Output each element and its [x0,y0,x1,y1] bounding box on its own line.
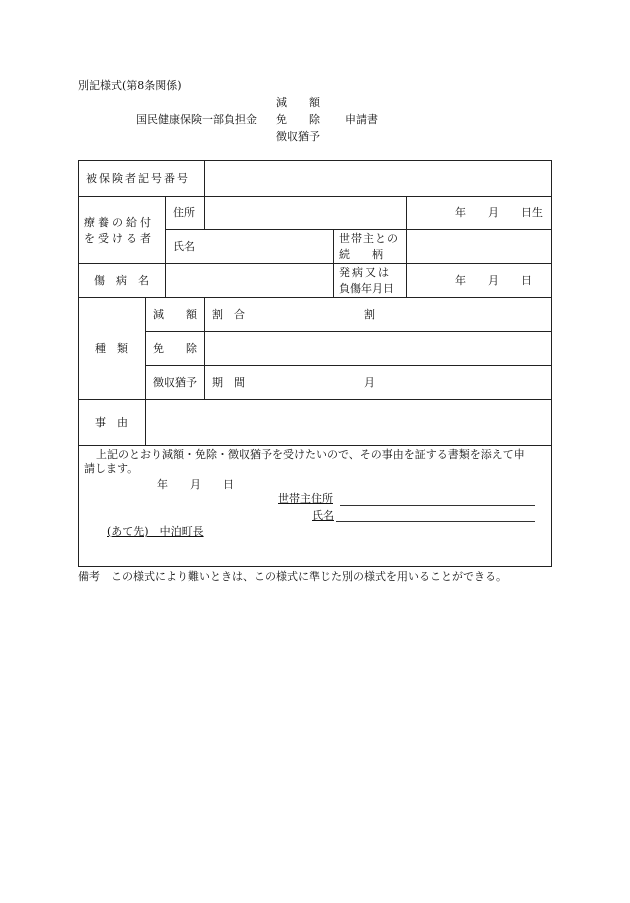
relation-label-line1: 世帯主との [339,232,399,245]
reduction-rate-label: 割 合 [212,308,245,321]
application-date[interactable]: 年 月 日 [157,478,234,491]
applicant-name-line[interactable] [336,521,535,522]
form-label: 別記様式(第8条関係) [78,79,182,92]
title-option-exemption: 免 除 [276,113,320,126]
disease-label: 傷 病 名 [94,274,149,287]
reason-label: 事 由 [95,416,128,429]
reason-field[interactable] [150,404,546,440]
exemption-field[interactable] [212,342,546,356]
addressee: (あて先) 中泊町長 [107,525,204,538]
householder-address-line[interactable] [340,505,535,506]
recipient-label-line2: を受ける者 [84,232,154,245]
title-option-postponement: 徴収猶予 [276,130,320,143]
onset-label-line2: 負傷年月日 [339,282,394,295]
reduction-label: 減 額 [153,308,197,321]
name-field[interactable] [207,240,329,254]
declaration-line1: 上記のとおり減額・免除・徴収猶予を受けたいので、その事由を証する書類を添えて申 [96,448,525,461]
applicant-name-label: 氏名 [312,509,334,522]
householder-address-label: 世帯主住所 [278,492,333,505]
recipient-label-line1: 療養の給付 [84,216,154,229]
reduction-rate-unit[interactable]: 割 [364,308,375,321]
address-label: 住所 [173,206,195,219]
name-label: 氏名 [173,240,195,253]
postponement-period-unit[interactable]: 月 [364,376,375,389]
declaration-line2: 請します。 [84,462,139,475]
relation-label-line2: 続 柄 [339,248,383,261]
birth-date[interactable]: 年 月 日生 [455,206,543,219]
address-field[interactable] [207,206,402,220]
exemption-label: 免 除 [153,342,197,355]
title-suffix: 申請書 [345,113,378,126]
insured-number-field[interactable] [207,172,547,186]
disease-field[interactable] [170,274,328,288]
relation-field[interactable] [410,240,546,254]
postponement-label: 徴収猶予 [153,376,197,389]
insured-number-label: 被保険者記号番号 [86,172,190,185]
title-option-reduction: 減 額 [276,96,320,109]
title-prefix: 国民健康保険一部負担金 [136,113,257,126]
onset-date[interactable]: 年 月 日 [455,274,532,287]
postponement-period-label: 期 間 [212,376,245,389]
onset-label-line1: 発病又は [339,266,391,279]
type-label: 種 類 [95,342,128,355]
remark: 備考 この様式により難いときは、この様式に準じた別の様式を用いることができる。 [78,570,507,583]
